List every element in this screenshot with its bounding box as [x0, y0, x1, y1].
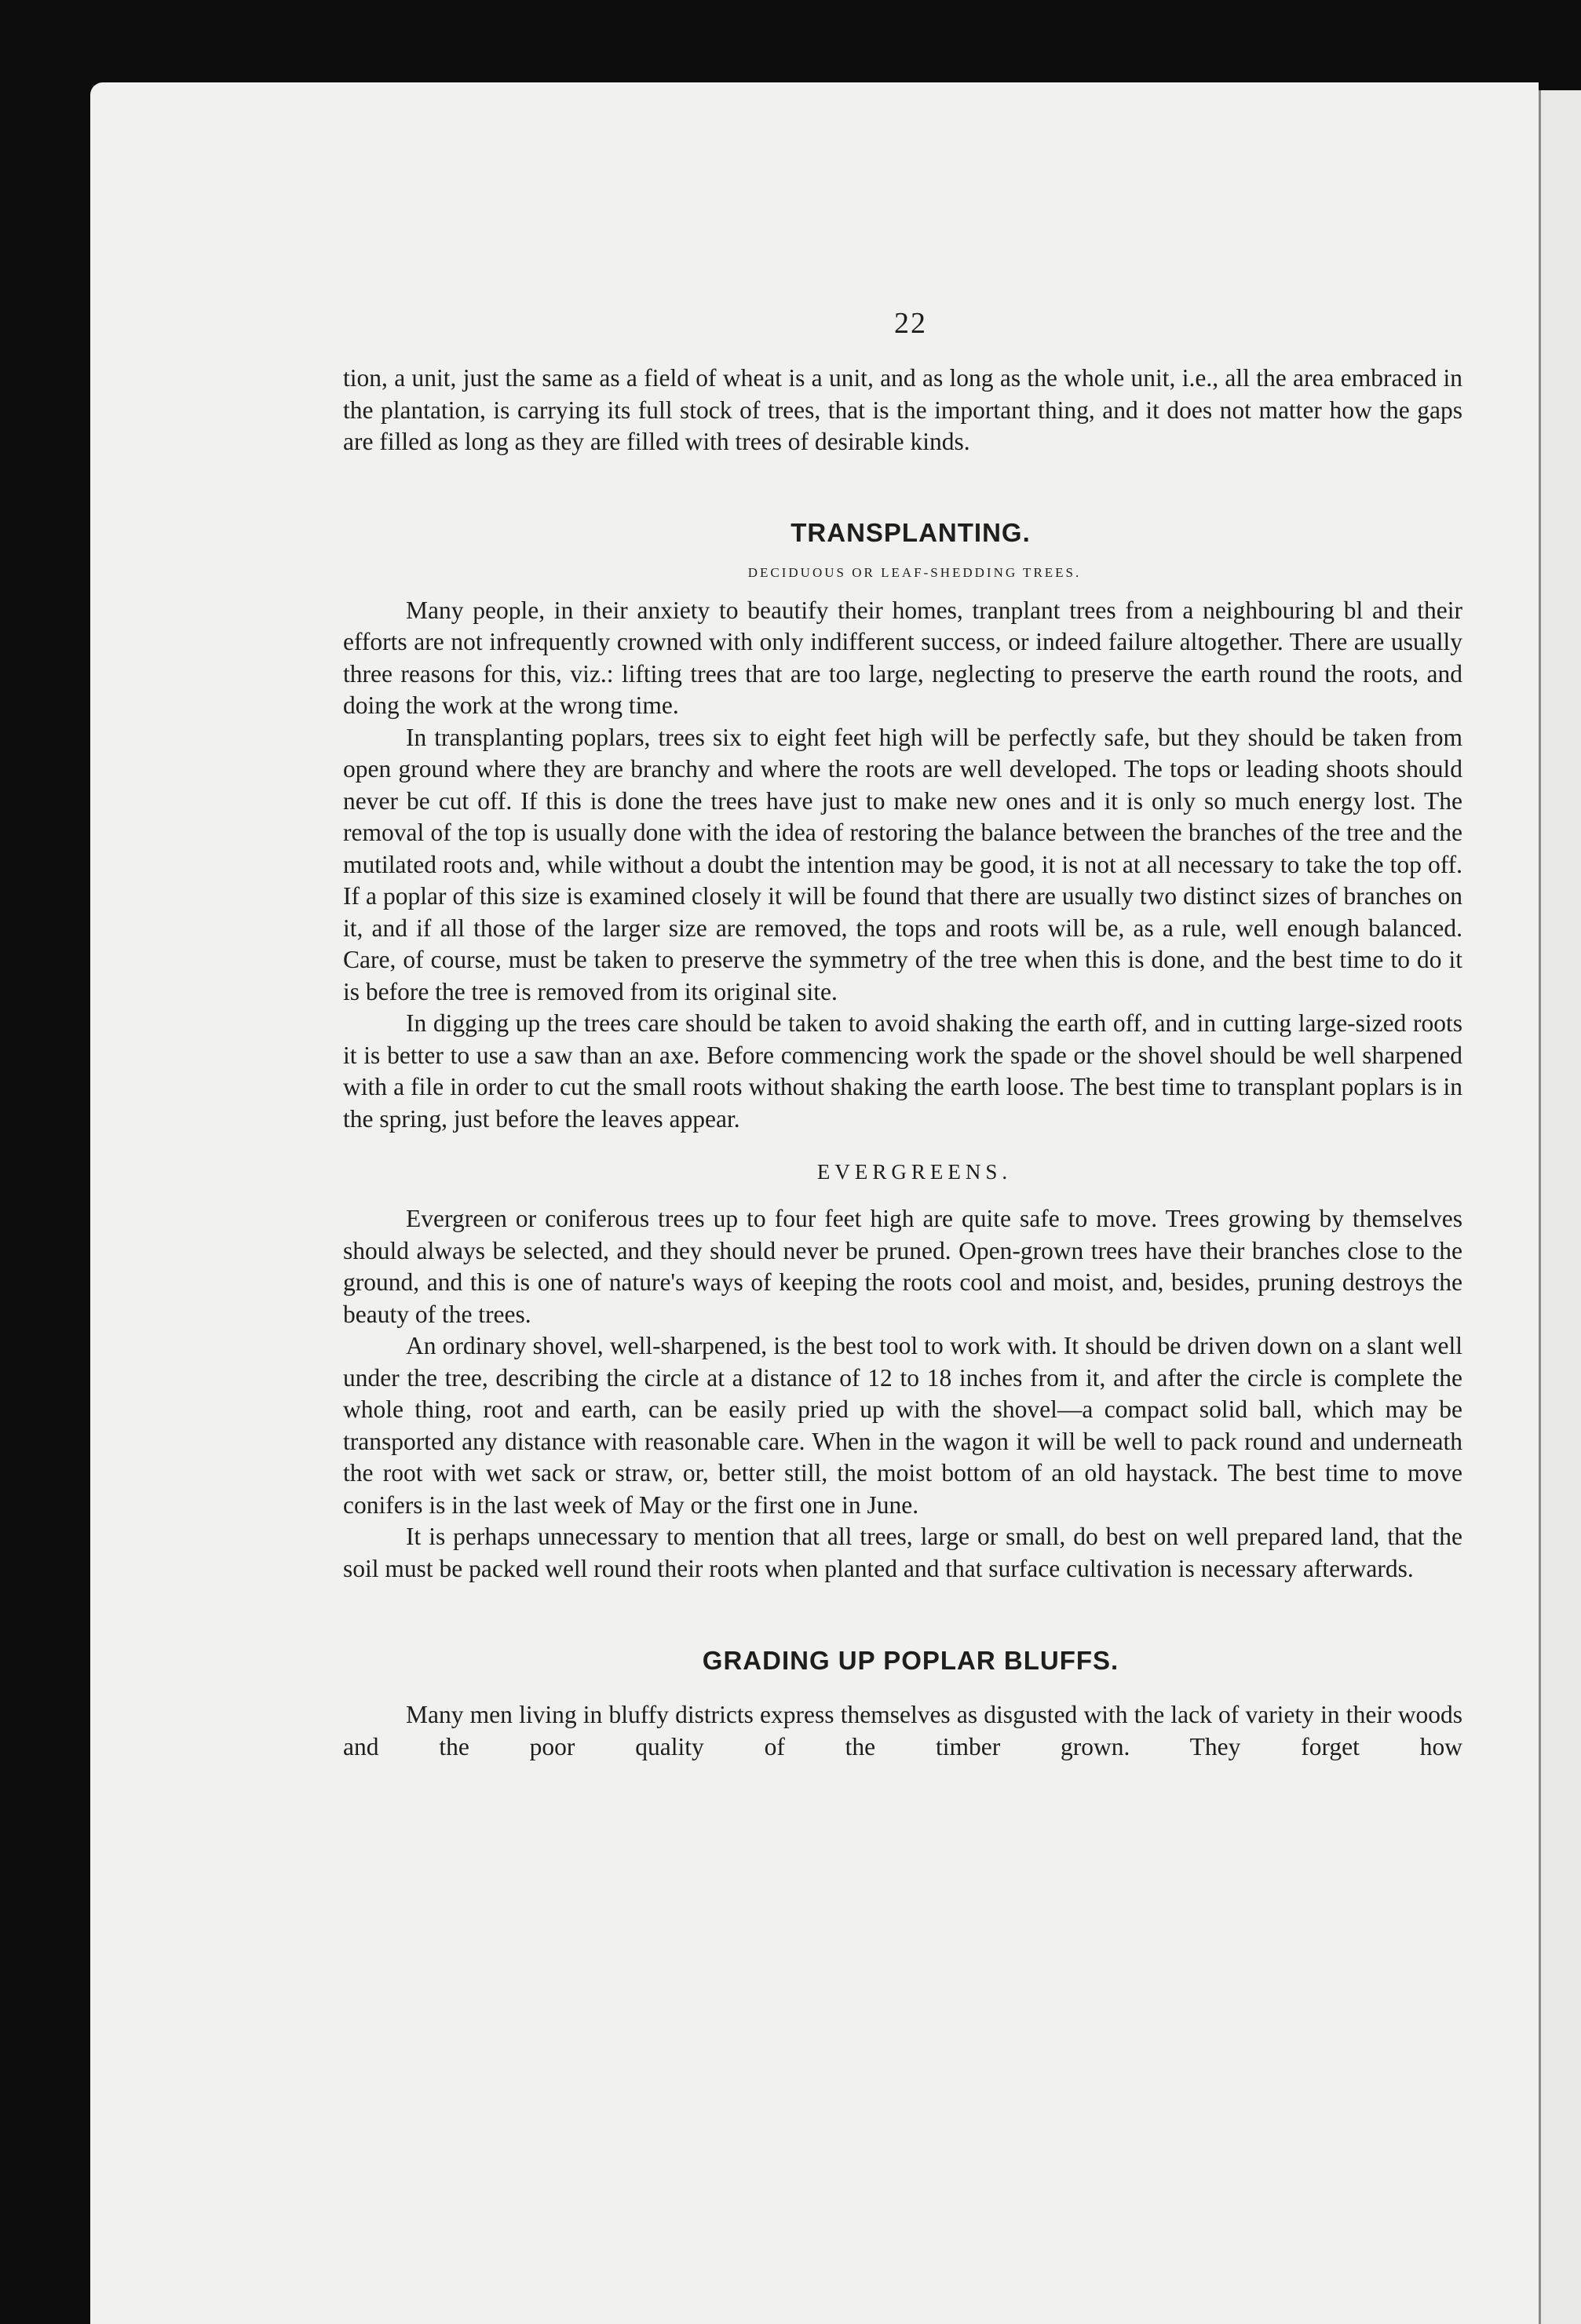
- page-number: 22: [894, 307, 927, 340]
- paragraph: It is perhaps unnecessary to mention that all trees, large or small, do best on well prepared land, that the soil must be packed well round their roots when planted and that surface cultivation is necessary afterwards.: [343, 1523, 1462, 1582]
- paragraph: Many people, in their anxiety to beautify their homes, tranplant trees from a neighbouring bl and their efforts are not infrequently crowned with only indifferent success, or indeed failure altogether. There are usually three reasons for this, viz.: lifting trees that are too large, neglecting to preserve the earth round the roots, and doing the work at the wrong time.: [343, 596, 1462, 719]
- heading-evergreens: EVERGREENS.: [816, 1160, 1013, 1184]
- paragraph: An ordinary shovel, well-sharpened, is the best tool to work with. It should be driven down on a slant well under the tree, describing the circle at a distance of 12 to 18 inches from it, and after the circle is complete the whole thing, root and earth, can be easily pried up with the shovel—a compact solid ball, which may be transported any distance with reasonable care. When in the wagon it will be well to pack round and underneath the root with wet sack or straw, or, better still, the moist bottom of an old haystack. The best time to move conifers is in the last week of May or the first one in June.: [343, 1332, 1462, 1519]
- paragraph: Many men living in bluffy districts express themselves as disgusted with the lack of variety in their woods and the poor quality of the timber grown. They forget how: [343, 1701, 1462, 1760]
- paragraph: Evergreen or coniferous trees up to four feet high are quite safe to move. Trees growing by themselves should always be selected, and they should never be pruned. Open-grown trees have their branches close to the ground, and this is one of nature's ways of keeping the roots cool and moist, and, besides, pruning destroys the beauty of the trees.: [343, 1205, 1462, 1328]
- paragraph: In digging up the trees care should be taken to avoid shaking the earth off, and in cutting large-sized roots it is better to use a saw than an axe. Before commencing work the spade or the shovel should be well sharpened with a file in order to cut the small roots without shaking the earth loose. The best time to transplant poplars is in the spring, just before the leaves appear.: [343, 1009, 1462, 1133]
- book-page: [90, 82, 1539, 2324]
- page-content: [343, 306, 1462, 1763]
- heading-grading-up-poplar-bluffs: GRADING UP POPLAR BLUFFS.: [702, 1646, 1119, 1675]
- subheading-deciduous: DECIDUOUS OR LEAF-SHEDDING TREES.: [747, 564, 1082, 580]
- adjacent-page-edge: [1539, 90, 1581, 2324]
- paragraph: In transplanting poplars, trees six to eight feet high will be perfectly safe, but they should be taken from open ground where they are branchy and where the roots are well developed. The tops or leading shoots should never be cut off. If this is done the trees have just to make new ones and it is only so much energy lost. The removal of the top is usually done with the idea of restoring the balance between the branches of the tree and the mutilated roots and, while without a doubt the intention may be good, it is not at all necessary to take the top off. If a poplar of this size is examined closely it will be found that there are usually two distinct sizes of branches on it, and if all those of the larger size are removed, the tops and roots will be, as a rule, well enough balanced. Care, of course, must be taken to preserve the symmetry of the tree when this is done, and the best time to do it is before the tree is removed from its original site.: [343, 723, 1462, 1005]
- heading-transplanting: TRANSPLANTING.: [790, 517, 1031, 547]
- intro-paragraph: tion, a unit, just the same as a field of wheat is a unit, and as long as the whole unit, i.e., all the area embraced in the plantation, is carrying its full stock of trees, that is the important thing, and it does not matter how the gaps are filled as long as they are filled with trees of desirable kinds.: [343, 364, 1462, 455]
